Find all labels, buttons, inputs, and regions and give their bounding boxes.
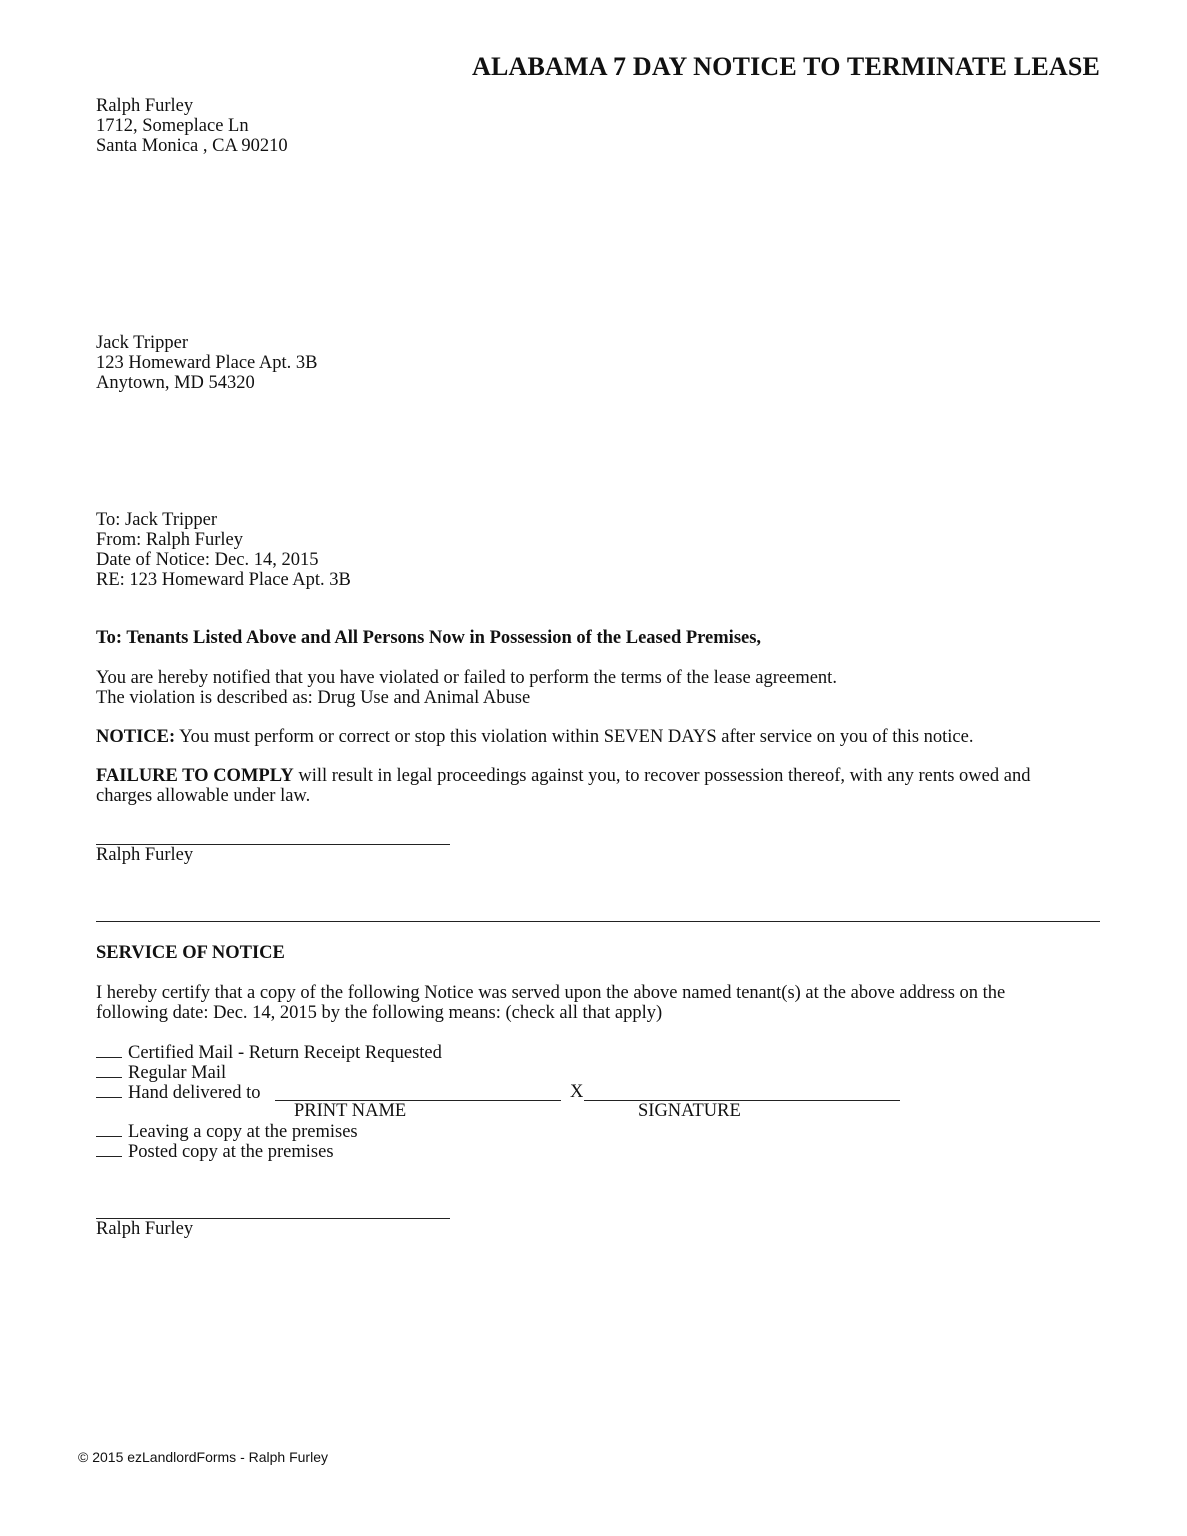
landlord-name: Ralph Furley xyxy=(96,96,194,116)
option-label: Posted copy at the premises xyxy=(128,1142,334,1162)
signature-label: SIGNATURE xyxy=(638,1101,741,1121)
failure-paragraph xyxy=(96,766,1030,806)
print-name-label: PRINT NAME xyxy=(294,1101,407,1121)
service-cert-line1: I hereby certify that a copy of the following Notice was served upon the above named tenant(s) at the above address on the xyxy=(96,983,1006,1003)
landlord-address-line2: Santa Monica , CA 90210 xyxy=(96,136,288,156)
landlord-address xyxy=(96,96,288,156)
service-option-regular xyxy=(96,1062,226,1083)
failure-text1: will result in legal proceedings against you, to recover possession thereof, with any rents owed and xyxy=(293,766,1031,786)
service-option-posted xyxy=(96,1141,334,1162)
option-label: Leaving a copy at the premises xyxy=(128,1122,358,1142)
service-option-certified xyxy=(96,1042,442,1063)
tenant-address-line2: Anytown, MD 54320 xyxy=(96,373,255,393)
service-heading: SERVICE OF NOTICE xyxy=(96,943,285,963)
checkbox-blank[interactable] xyxy=(96,1141,122,1157)
failure-text2: charges allowable under law. xyxy=(96,786,311,806)
checkbox-blank[interactable] xyxy=(96,1121,122,1137)
memo-re: RE: 123 Homeward Place Apt. 3B xyxy=(96,570,351,590)
service-certification xyxy=(96,983,1005,1023)
salutation: To: Tenants Listed Above and All Persons Now in Possession of the Leased Premises, xyxy=(96,628,762,648)
notice-text: You must perform or correct or stop this violation within SEVEN DAYS after service on you of this notice. xyxy=(175,727,974,747)
option-label: Regular Mail xyxy=(128,1063,227,1083)
memo-block xyxy=(96,510,351,590)
memo-to: To: Jack Tripper xyxy=(96,510,218,530)
service-option-hand xyxy=(96,1082,261,1103)
option-label: Hand delivered to xyxy=(128,1083,261,1103)
tenant-address-line1: 123 Homeward Place Apt. 3B xyxy=(96,353,318,373)
landlord-signature-name: Ralph Furley xyxy=(96,845,194,865)
section-divider xyxy=(96,921,1100,922)
footer-copyright: © 2015 ezLandlordForms - Ralph Furley xyxy=(78,1449,328,1465)
service-cert-line2: following date: Dec. 14, 2015 by the following means: (check all that apply) xyxy=(96,1003,663,1023)
violation-line2: The violation is described as: Drug Use and Animal Abuse xyxy=(96,688,531,708)
tenant-address xyxy=(96,333,317,393)
notice-paragraph xyxy=(96,727,973,747)
memo-from: From: Ralph Furley xyxy=(96,530,243,550)
option-label: Certified Mail - Return Receipt Requested xyxy=(128,1043,442,1063)
server-signature-name: Ralph Furley xyxy=(96,1219,194,1239)
memo-date: Date of Notice: Dec. 14, 2015 xyxy=(96,550,319,570)
violation-line1: You are hereby notified that you have violated or failed to perform the terms of the lease agreement. xyxy=(96,668,837,688)
signature-line[interactable] xyxy=(584,1100,900,1101)
document-title: ALABAMA 7 DAY NOTICE TO TERMINATE LEASE xyxy=(472,52,1101,81)
checkbox-blank[interactable] xyxy=(96,1082,122,1098)
violation-paragraph xyxy=(96,668,837,708)
service-option-leaving xyxy=(96,1121,358,1142)
failure-label: FAILURE TO COMPLY xyxy=(96,766,294,786)
checkbox-blank[interactable] xyxy=(96,1042,122,1058)
checkbox-blank[interactable] xyxy=(96,1062,122,1078)
notice-label: NOTICE: xyxy=(96,727,176,747)
landlord-address-line1: 1712, Someplace Ln xyxy=(96,116,249,136)
x-mark: X xyxy=(570,1082,584,1102)
tenant-name: Jack Tripper xyxy=(96,333,188,353)
